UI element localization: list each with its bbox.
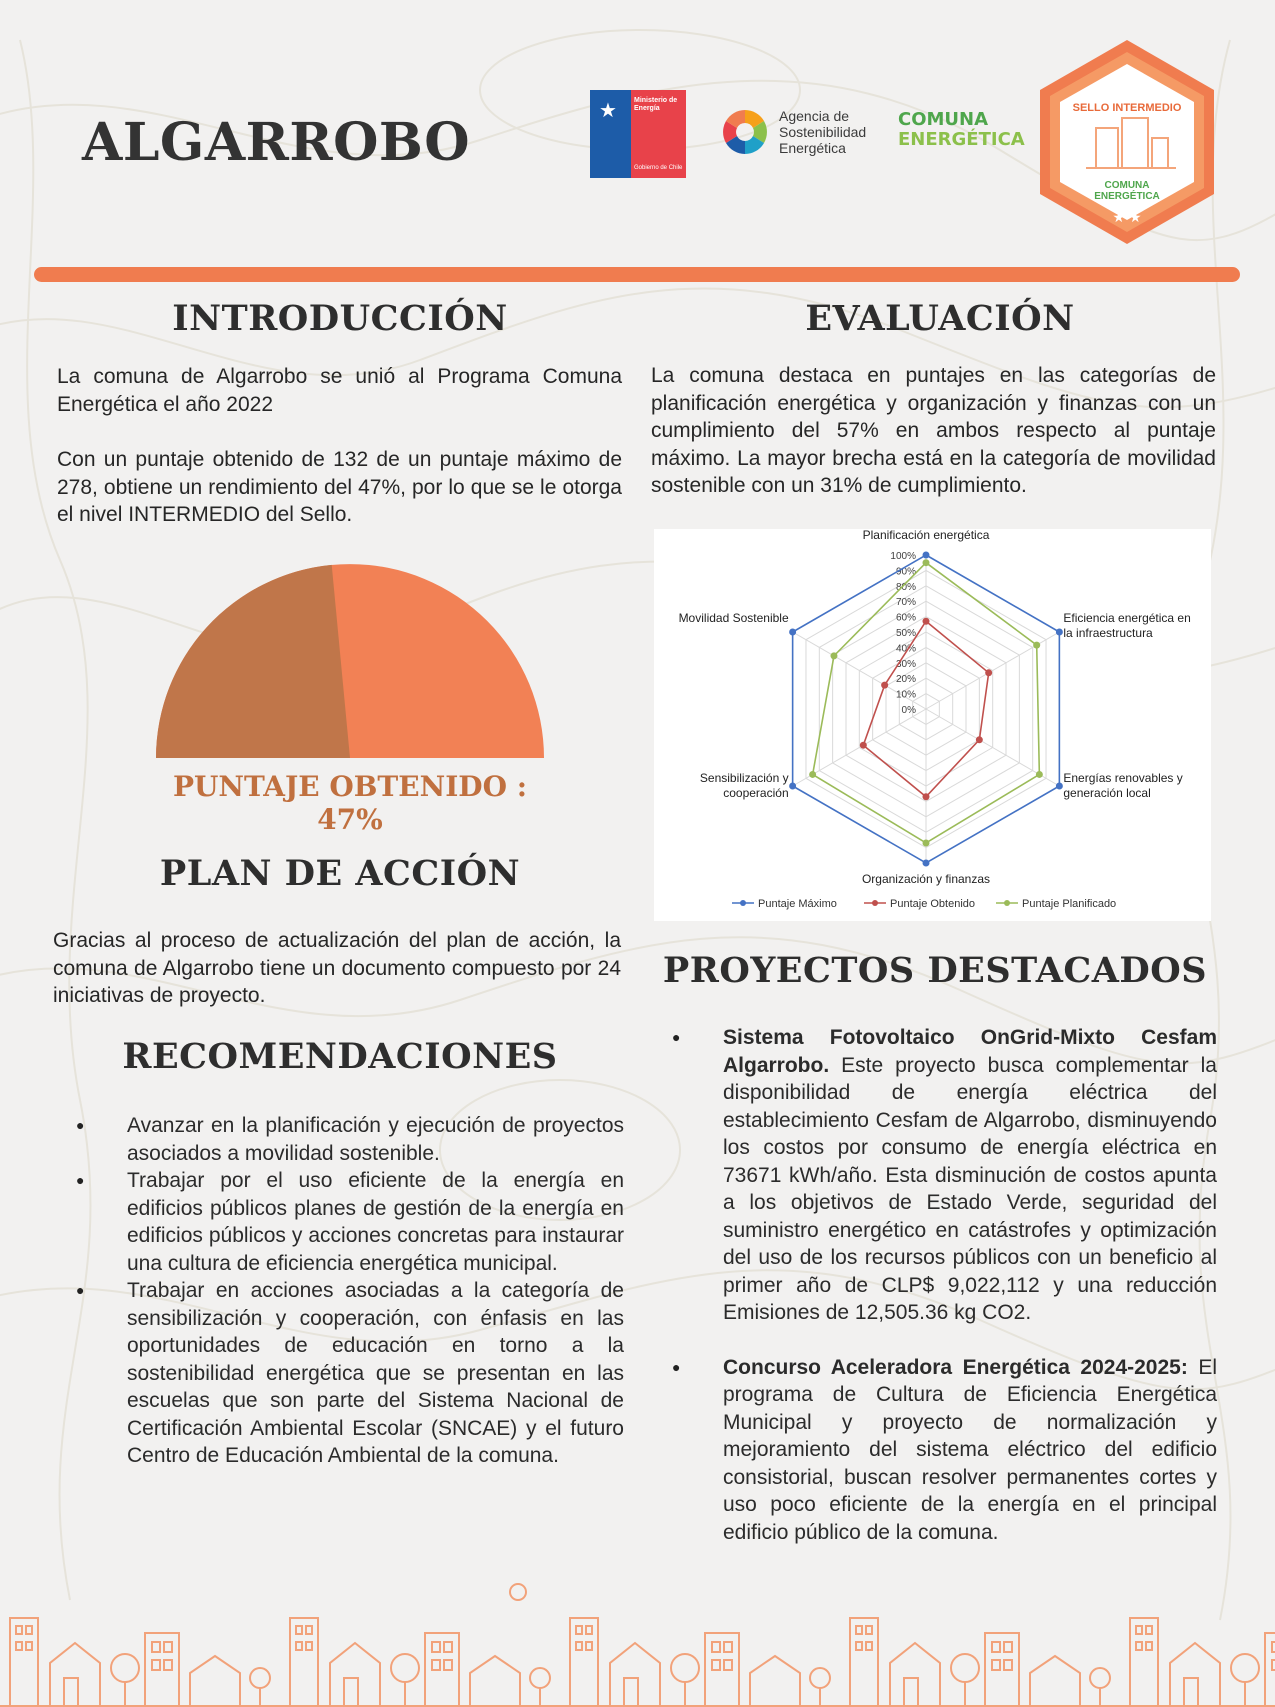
data-point bbox=[881, 682, 888, 689]
category-label: generación local bbox=[1063, 786, 1151, 800]
tick-label: 10% bbox=[895, 689, 916, 701]
category-label: cooperación bbox=[723, 786, 789, 800]
list-item: ● Trabajar por el uso eficiente de la energía en edificios públicos planes de gestión de la energía en edificios públicos y acciones concretas para instaurar una cultura de eficiencia energética municipal. bbox=[72, 1167, 624, 1277]
tick-label: 100% bbox=[890, 551, 916, 562]
data-point bbox=[923, 860, 930, 867]
data-point bbox=[809, 771, 816, 778]
data-point bbox=[923, 552, 930, 559]
data-point bbox=[1033, 642, 1040, 649]
data-point bbox=[789, 629, 796, 636]
data-point bbox=[923, 618, 930, 625]
list-item bbox=[664, 1024, 1217, 1327]
header-divider bbox=[34, 267, 1240, 282]
legend-marker bbox=[872, 900, 878, 906]
project-text: El programa de Cultura de Eficiencia Energética Municipal y proyecto de normalización y mejoramiento del sistema eléctrico del edificio consistorial, buscan resolver permanentes cortes y uso poco eficiente de la energía en el principal edificio público de la comuna. bbox=[723, 1355, 1217, 1544]
legend-label: Puntaje Planificado bbox=[1022, 898, 1117, 910]
legend-label: Puntaje Obtenido bbox=[890, 898, 976, 910]
data-point bbox=[985, 669, 992, 676]
legend-label: Puntaje Máximo bbox=[758, 898, 837, 910]
radar-chart bbox=[654, 529, 1211, 921]
star-icon: ★ bbox=[599, 100, 617, 122]
page-title: ALGARROBO bbox=[82, 112, 471, 173]
heading-recomendaciones: RECOMENDACIONES bbox=[122, 1036, 558, 1077]
recomendaciones-list bbox=[72, 1112, 624, 1470]
list-item: ● Trabajar en acciones asociadas a la categoría de sensibilización y cooperación, con énfasis en las oportunidades de educación en torno a la sostenibilidad energética que se presentan en las escuelas que son parte del Sistema Nacional de Certificación Ambiental Escolar (SNCAE) y el futuro Centro de Educación Ambiental de la comuna. bbox=[72, 1277, 624, 1470]
heading-introduccion: INTRODUCCIÓN bbox=[172, 298, 508, 339]
data-point bbox=[923, 559, 930, 566]
list-item bbox=[664, 1354, 1217, 1547]
city-skyline-footer bbox=[0, 1578, 1275, 1707]
sello-intermedio-badge: ★ ★ SELLO INTERMEDIO COMUNA ENERGÉTICA bbox=[1036, 38, 1218, 246]
data-point bbox=[789, 783, 796, 790]
proyectos-list bbox=[664, 1024, 1217, 1546]
tick-label: 50% bbox=[895, 628, 916, 639]
category-label: Organización y finanzas bbox=[861, 872, 991, 886]
comuna-energetica-logo: COMUNA ENERGÉTICA bbox=[898, 109, 1025, 150]
tick-label: 40% bbox=[895, 643, 916, 655]
project-title: Sistema Fotovoltaico OnGrid-Mixto Cesfam Algarrobo. bbox=[723, 1026, 1217, 1077]
data-point bbox=[1056, 629, 1063, 636]
heading-proyectos-destacados: PROYECTOS DESTACADOS bbox=[662, 950, 1208, 991]
ministerio-energia-logo: ★ Ministerio de Energía Gobierno de Chile bbox=[590, 90, 686, 178]
data-point bbox=[860, 742, 867, 749]
category-label: la infraestructura bbox=[1063, 626, 1153, 640]
heading-evaluacion: EVALUACIÓN bbox=[805, 298, 1075, 339]
intro-paragraph-1: La comuna de Algarrobo se unió al Programa Comuna Energética el año 2022 bbox=[57, 365, 622, 416]
data-point bbox=[1036, 771, 1043, 778]
intro-paragraph-2: Con un puntaje obtenido de 132 de un puntaje máximo de 278, obtiene un rendimiento del 47%, por lo que se le otorga el nivel INTERMEDIO del Sello. bbox=[57, 448, 622, 526]
tick-label: 0% bbox=[901, 705, 916, 716]
project-title: Concurso Aceleradora Energética 2024-2025: bbox=[723, 1355, 1188, 1379]
project-text: Este proyecto busca complementar la disponibilidad de energía eléctrica del establecimiento Cesfam de Algarrobo, disminuyendo los costos por consumo de energía eléctrica en 73671 kWh/año. Esta disminución de costos apunta a los objetivos de Estado Verde, seguridad del suministro energético en catástrofes y optimización del uso de los recursos públicos con un beneficio al primer año de CLP$ 9,022,112 y una reducción Emisiones de 12,505.36 kg CO2. bbox=[723, 1053, 1217, 1324]
radar-chart-panel bbox=[654, 529, 1211, 921]
category-label: Planificación energética bbox=[862, 529, 990, 542]
tick-label: 80% bbox=[895, 581, 916, 593]
legend-marker bbox=[1004, 900, 1010, 906]
category-label: Eficiencia energética en bbox=[1063, 611, 1191, 625]
tick-label: 20% bbox=[895, 674, 916, 686]
plan-paragraph: Gracias al proceso de actualización del plan de acción, la comuna de Algarrobo tiene un documento compuesto por 24 iniciativas de proyecto. bbox=[53, 929, 621, 1007]
score-semicircle bbox=[150, 560, 550, 760]
data-point bbox=[976, 736, 983, 743]
data-point bbox=[830, 652, 837, 659]
heading-plan-de-accion: PLAN DE ACCIÓN bbox=[159, 853, 521, 894]
list-item: ● Avanzar en la planificación y ejecución de proyectos asociados a movilidad sostenible. bbox=[72, 1112, 624, 1167]
data-point bbox=[923, 793, 930, 800]
data-point bbox=[1056, 783, 1063, 790]
puntaje-obtenido-label: PUNTAJE OBTENIDO : 47% bbox=[172, 770, 528, 836]
category-label: Energías renovables y bbox=[1063, 771, 1183, 785]
svg-text:★ ★: ★ ★ bbox=[1112, 209, 1142, 225]
evaluacion-paragraph: La comuna destaca en puntajes en las categorías de planificación energética y organización y finanzas con un cumplimiento del 57% en ambos respecto al puntaje máximo. La mayor brecha está en la categoría de movilidad sostenible con un 31% de cumplimiento. bbox=[651, 364, 1216, 497]
pinwheel-icon bbox=[715, 102, 775, 162]
tick-label: 70% bbox=[895, 597, 916, 609]
tick-label: 90% bbox=[895, 566, 916, 578]
tick-label: 60% bbox=[895, 612, 916, 624]
semicircle-obtained bbox=[156, 565, 350, 758]
tick-label: 30% bbox=[895, 658, 916, 670]
category-label: Movilidad Sostenible bbox=[678, 611, 789, 625]
data-point bbox=[923, 839, 930, 846]
legend-marker bbox=[740, 900, 746, 906]
agencia-sostenibilidad-logo: Agencia de Sostenibilidad Energética bbox=[715, 102, 875, 162]
category-label: Sensibilización y bbox=[699, 771, 789, 785]
